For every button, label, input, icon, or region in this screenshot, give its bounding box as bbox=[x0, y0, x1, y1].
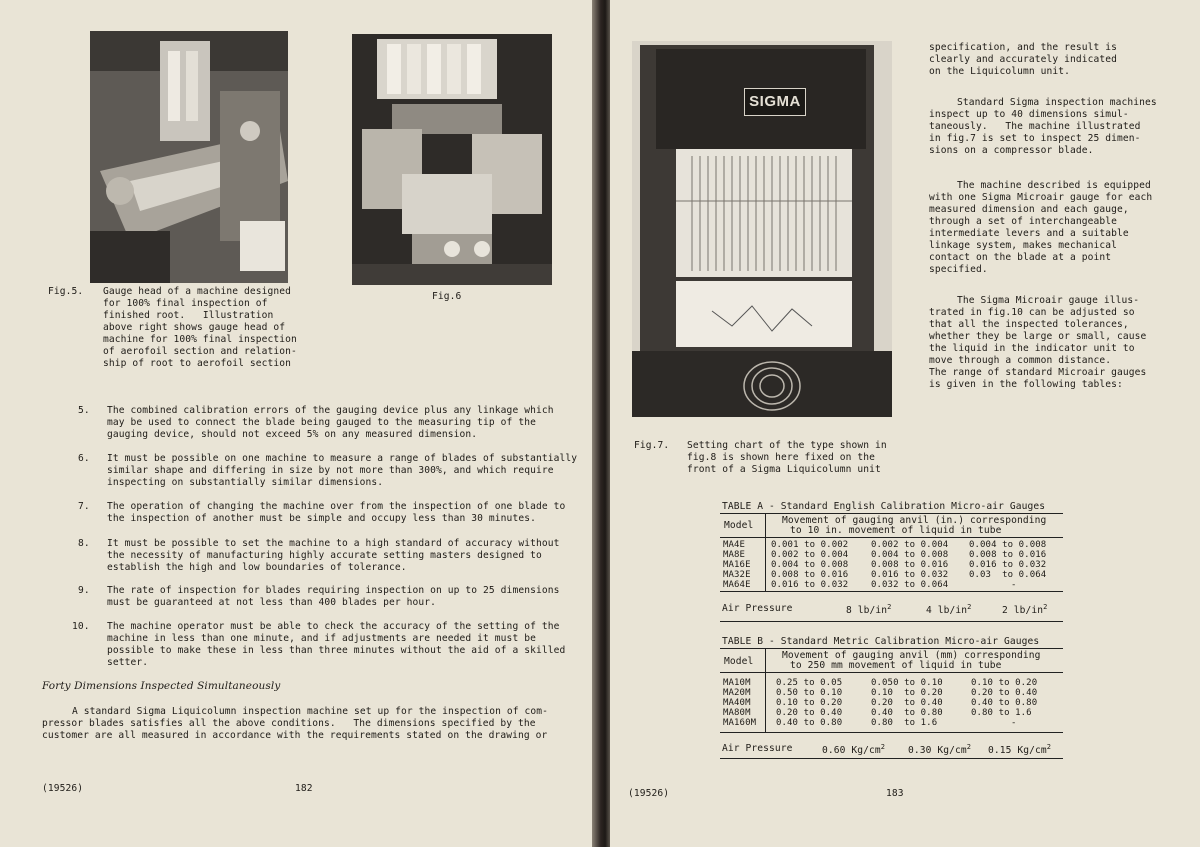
table-cell: 0.016 to 0.032 bbox=[771, 580, 849, 590]
caption-line: front of a Sigma Liquicolumn unit bbox=[687, 464, 881, 475]
caption-line: of aerofoil section and relation- bbox=[103, 346, 297, 357]
table-cell: MA80M bbox=[723, 708, 751, 718]
table-cell: 0.10 to 0.20 bbox=[871, 688, 943, 698]
caption-line: Setting chart of the type shown in bbox=[687, 440, 887, 451]
sigma-logo: SIGMA bbox=[744, 88, 806, 116]
col-line: the liquid in the indicator unit to bbox=[929, 343, 1135, 354]
table-rule bbox=[720, 621, 1063, 622]
table-cell: 0.016 to 0.032 bbox=[969, 560, 1047, 570]
table-cell: 0.002 to 0.004 bbox=[771, 550, 849, 560]
item-number: 7. bbox=[78, 501, 90, 512]
paragraph-line: A standard Sigma Liquicolumn inspection machine set up for the inspection of com- bbox=[72, 706, 548, 717]
fig5-label: Fig.5. bbox=[48, 286, 84, 297]
item-line: similar shape and differing in size by not more than 300%, and which require bbox=[107, 465, 554, 476]
table-header-movement: to 250 mm movement of liquid in tube bbox=[790, 660, 1002, 671]
table-cell: 0.001 to 0.002 bbox=[771, 540, 849, 550]
caption-line: for 100% final inspection of bbox=[103, 298, 268, 309]
table-cell: 0.80 to 1.6 bbox=[871, 718, 938, 728]
table-cell: 0.20 to 0.40 bbox=[776, 708, 843, 718]
item-line: machine in less than one minute, and if adjustments are needed it must be bbox=[107, 633, 536, 644]
col-line: sions on a compressor blade. bbox=[929, 145, 1094, 156]
col-line: The machine described is equipped bbox=[957, 180, 1151, 191]
item-line: It must be possible on one machine to measure a range of blades of substantially bbox=[107, 453, 578, 464]
col-line: clearly and accurately indicated bbox=[929, 54, 1118, 65]
col-line: measured dimension and each gauge, bbox=[929, 204, 1129, 215]
air-pressure-value: 0.60 $Kg/cm^2$ bbox=[822, 743, 886, 756]
table-cell: - bbox=[1011, 580, 1017, 590]
item-line: the necessity of manufacturing highly accurate setting masters designed to bbox=[107, 550, 542, 561]
page-number: 182 bbox=[295, 783, 313, 794]
air-pressure-label: Air Pressure bbox=[722, 743, 793, 754]
table-cell: 0.004 to 0.008 bbox=[969, 540, 1047, 550]
left-page bbox=[0, 0, 598, 847]
table-cell: 0.40 to 0.80 bbox=[776, 718, 843, 728]
item-line: may be used to connect the blade being gauged to the measuring tip of the bbox=[107, 417, 536, 428]
col-line: through a set of interchangeable bbox=[929, 216, 1118, 227]
table-rule bbox=[720, 672, 1063, 673]
col-line: move through a common distance. bbox=[929, 355, 1112, 366]
item-number: 6. bbox=[78, 453, 90, 464]
col-line: specification, and the result is bbox=[929, 42, 1118, 53]
fig6-photo bbox=[352, 34, 552, 285]
caption-line: Gauge head of a machine designed bbox=[103, 286, 292, 297]
table-cell: MA10M bbox=[723, 678, 751, 688]
table-cell: 0.80 to 1.6 bbox=[971, 708, 1032, 718]
table-cell: 0.03 to 0.064 bbox=[969, 570, 1047, 580]
table-header-movement: Movement of gauging anvil (mm) corresponding bbox=[782, 650, 1041, 661]
table-cell: 0.008 to 0.016 bbox=[871, 560, 949, 570]
fig6-caption: Fig.6 bbox=[432, 291, 462, 302]
section-heading: Forty Dimensions Inspected Simultaneously bbox=[42, 680, 281, 692]
item-line: setter. bbox=[107, 657, 149, 668]
col-line: with one Sigma Microair gauge for each bbox=[929, 192, 1153, 203]
table-cell: 0.40 to 0.80 bbox=[971, 698, 1038, 708]
col-line: contact on the blade at a point bbox=[929, 252, 1112, 263]
item-line: inspecting on substantially similar dimensions. bbox=[107, 477, 384, 488]
table-cell: 0.50 to 0.10 bbox=[776, 688, 843, 698]
table-cell: MA8E bbox=[723, 550, 746, 560]
col-line: on the Liquicolumn unit. bbox=[929, 66, 1071, 77]
table-rule bbox=[720, 513, 1063, 514]
air-pressure-value: 0.15 $Kg/cm^2$ bbox=[988, 743, 1052, 756]
item-line: the inspection of another must be simple and occupy less than 30 minutes. bbox=[107, 513, 536, 524]
col-line: taneously. The machine illustrated bbox=[929, 121, 1141, 132]
table-rule bbox=[720, 648, 1063, 649]
table-cell: MA16E bbox=[723, 560, 751, 570]
caption-line: machine for 100% final inspection bbox=[103, 334, 297, 345]
paragraph-line: customer are all measured in accordance with the requirements stated on the drawing or bbox=[42, 730, 548, 741]
table-cell: 0.20 to 0.40 bbox=[971, 688, 1038, 698]
table-cell: 0.10 to 0.20 bbox=[971, 678, 1038, 688]
table-cell: 0.008 to 0.016 bbox=[771, 570, 849, 580]
item-line: The rate of inspection for blades requiring inspection on up to 25 dimensions bbox=[107, 585, 560, 596]
item-line: must be guaranteed at not less than 400 blades per hour. bbox=[107, 597, 437, 608]
item-line: establish the high and low boundaries of tolerance. bbox=[107, 562, 407, 573]
right-page bbox=[610, 0, 1200, 847]
table-title: TABLE B - Standard Metric Calibration Micro-air Gauges bbox=[722, 636, 1040, 647]
table-cell: 0.25 to 0.05 bbox=[776, 678, 843, 688]
item-line: The combined calibration errors of the gauging device plus any linkage which bbox=[107, 405, 554, 416]
item-line: It must be possible to set the machine to a high standard of accuracy without bbox=[107, 538, 560, 549]
air-pressure-label: Air Pressure bbox=[722, 603, 793, 614]
col-line: whether they be large or small, cause bbox=[929, 331, 1147, 342]
item-line: The operation of changing the machine over from the inspection of one blade to bbox=[107, 501, 566, 512]
table-rule bbox=[720, 591, 1063, 592]
item-number: 9. bbox=[78, 585, 90, 596]
table-header-model: Model bbox=[724, 520, 754, 531]
col-line: in fig.7 is set to inspect 25 dimen- bbox=[929, 133, 1141, 144]
fig5-photo bbox=[90, 31, 288, 283]
col-line: linkage system, makes mechanical bbox=[929, 240, 1118, 251]
fig7-label: Fig.7. bbox=[634, 440, 670, 451]
air-pressure-value: 8 $lb/in^2$ bbox=[846, 603, 892, 616]
caption-line: fig.8 is shown here fixed on the bbox=[687, 452, 876, 463]
table-title: TABLE A - Standard English Calibration Micro-air Gauges bbox=[722, 501, 1046, 512]
table-cell: MA4E bbox=[723, 540, 746, 550]
table-rule bbox=[720, 732, 1063, 733]
col-line: Standard Sigma inspection machines bbox=[957, 97, 1157, 108]
table-cell: 0.40 to 0.80 bbox=[871, 708, 943, 718]
col-line: trated in fig.10 can be adjusted so bbox=[929, 307, 1135, 318]
table-cell: 0.004 to 0.008 bbox=[871, 550, 949, 560]
item-line: The machine operator must be able to check the accuracy of the setting of the bbox=[107, 621, 560, 632]
table-rule bbox=[720, 537, 1063, 538]
table-rule bbox=[765, 513, 766, 591]
table-cell: 0.008 to 0.016 bbox=[969, 550, 1047, 560]
table-cell: 0.032 to 0.064 bbox=[871, 580, 949, 590]
table-cell: 0.004 to 0.008 bbox=[771, 560, 849, 570]
col-line: The Sigma Microair gauge illus- bbox=[957, 295, 1140, 306]
footer-code: (19526) bbox=[42, 783, 84, 794]
table-header-model: Model bbox=[724, 656, 754, 667]
caption-line: ship of root to aerofoil section bbox=[103, 358, 292, 369]
col-line: specified. bbox=[929, 264, 988, 275]
table-header-movement: Movement of gauging anvil (in.) corresponding bbox=[782, 515, 1047, 526]
table-cell: MA20M bbox=[723, 688, 751, 698]
item-number: 8. bbox=[78, 538, 90, 549]
col-line: inspect up to 40 dimensions simul- bbox=[929, 109, 1129, 120]
table-cell: 0.002 to 0.004 bbox=[871, 540, 949, 550]
col-line: The range of standard Microair gauges bbox=[929, 367, 1147, 378]
table-cell: MA64E bbox=[723, 580, 751, 590]
table-rule bbox=[720, 758, 1063, 759]
item-number: 10. bbox=[72, 621, 90, 632]
col-line: intermediate levers and a suitable bbox=[929, 228, 1129, 239]
table-cell: 0.20 to 0.40 bbox=[871, 698, 943, 708]
col-line: is given in the following tables: bbox=[929, 379, 1123, 390]
table-cell: 0.016 to 0.032 bbox=[871, 570, 949, 580]
table-header-movement: to 10 in. movement of liquid in tube bbox=[790, 525, 1002, 536]
table-cell: 0.10 to 0.20 bbox=[776, 698, 843, 708]
table-cell: MA40M bbox=[723, 698, 751, 708]
table-cell: - bbox=[1011, 718, 1017, 728]
paragraph-line: pressor blades satisfies all the above conditions. The dimensions specified by the bbox=[42, 718, 536, 729]
air-pressure-value: 4 $lb/in^2$ bbox=[926, 603, 972, 616]
item-line: possible to make these in less than three minutes without the aid of a skilled bbox=[107, 645, 566, 656]
caption-line: finished root. Illustration bbox=[103, 310, 274, 321]
item-number: 5. bbox=[78, 405, 90, 416]
air-pressure-value: 2 $lb/in^2$ bbox=[1002, 603, 1048, 616]
item-line: gauging device, should not exceed 5% on any measured dimension. bbox=[107, 429, 478, 440]
caption-line: above right shows gauge head of bbox=[103, 322, 286, 333]
table-cell: 0.050 to 0.10 bbox=[871, 678, 943, 688]
table-cell: MA32E bbox=[723, 570, 751, 580]
table-rule bbox=[765, 648, 766, 732]
footer-code: (19526) bbox=[628, 788, 670, 799]
page-number: 183 bbox=[886, 788, 904, 799]
air-pressure-value: 0.30 $Kg/cm^2$ bbox=[908, 743, 972, 756]
col-line: that all the inspected tolerances, bbox=[929, 319, 1129, 330]
table-cell: MA160M bbox=[723, 718, 757, 728]
